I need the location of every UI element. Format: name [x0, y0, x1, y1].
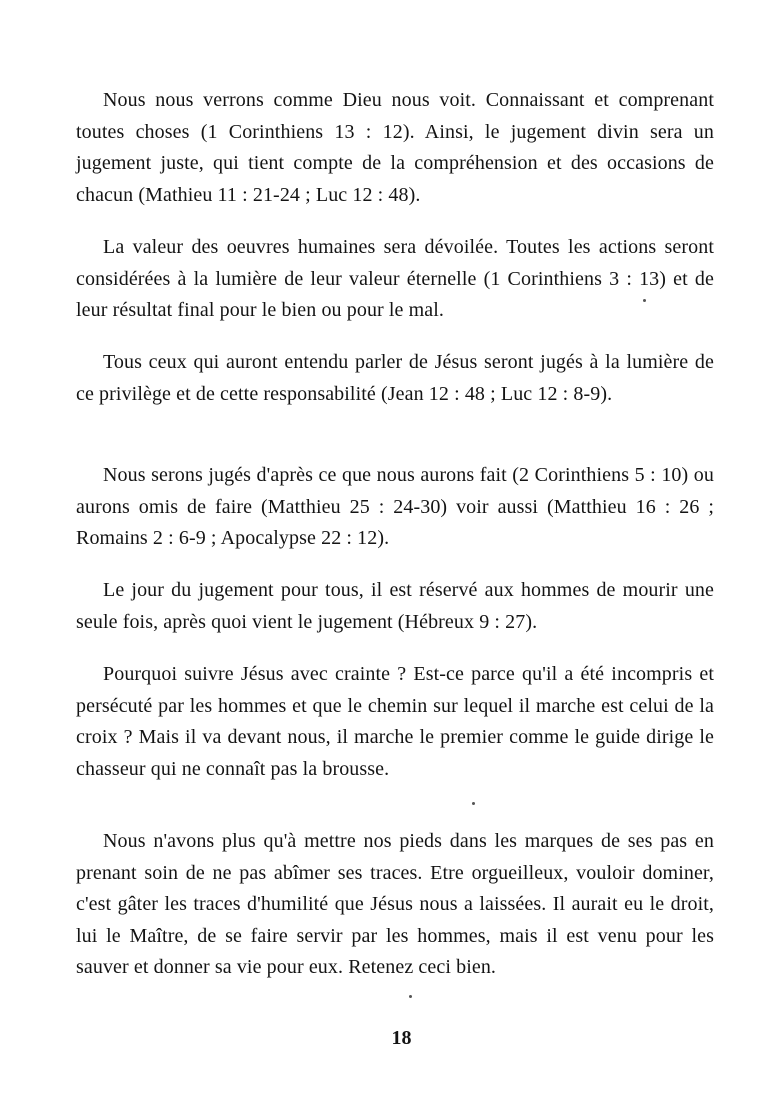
scan-speck	[409, 995, 412, 998]
paragraph-text: Le jour du jugement pour tous, il est réservé aux hommes de mourir une seule fois, après quoi vient le jugement (Hébreux 9 : 27).	[76, 579, 714, 633]
paragraph-text: La valeur des oeuvres humaines sera dévoilée. Toutes les actions seront considérées à la lumière de leur valeur éternelle (1 Corinthiens 3 : 13) et de leur résultat final pour le bien ou pour le mal.	[76, 236, 714, 321]
scan-speck	[472, 802, 475, 805]
paragraph-judged-by-deeds	[76, 460, 714, 555]
paragraph-judgment-as-god-sees	[76, 85, 714, 211]
scan-speck	[643, 299, 646, 302]
paragraph-text: Tous ceux qui auront entendu parler de Jésus seront jugés à la lumière de ce privilège et de cette responsabilité (Jean 12 : 48 ; Luc 12 : 8-9).	[76, 351, 714, 405]
paragraph-heard-of-jesus	[76, 347, 714, 410]
paragraph-value-of-works	[76, 232, 714, 327]
paragraph-text: Nous nous verrons comme Dieu nous voit. Connaissant et comprenant toutes choses (1 Corinthiens 13 : 12). Ainsi, le jugement divin sera un jugement juste, qui tient compte de la compréhension et des occasions de chacun (Mathieu 11 : 21-24 ; Luc 12 : 48).	[76, 89, 714, 206]
paragraph-text: Nous serons jugés d'après ce que nous aurons fait (2 Corinthiens 5 : 10) ou aurons omis de faire (Matthieu 25 : 24-30) voir aussi (Matthieu 16 : 26 ; Romains 2 : 6-9 ; Apocalypse 22 : 12).	[76, 464, 714, 549]
paragraph-text: Nous n'avons plus qu'à mettre nos pieds dans les marques de ses pas en prenant soin de ne pas abîmer ses traces. Etre orgueilleux, vouloir dominer, c'est gâter les traces d'humilité que Jésus nous a laissées. Il aurait eu le droit, lui le Maître, de se faire servir par les hommes, mais il est venu pour les sauver et donner sa vie pour eux. Retenez ceci bien.	[76, 830, 714, 978]
paragraph-day-of-judgment	[76, 575, 714, 638]
paragraph-follow-traces	[76, 826, 714, 984]
paragraph-text: Pourquoi suivre Jésus avec crainte ? Est-ce parce qu'il a été incompris et persécuté par les hommes et que le chemin sur lequel il marche est celui de la croix ? Mais il va devant nous, il marche le premier comme le guide dirige le chasseur qui ne connaît pas la brousse.	[76, 663, 714, 780]
page-number: 18	[391, 1027, 412, 1049]
paragraph-follow-jesus	[76, 659, 714, 785]
